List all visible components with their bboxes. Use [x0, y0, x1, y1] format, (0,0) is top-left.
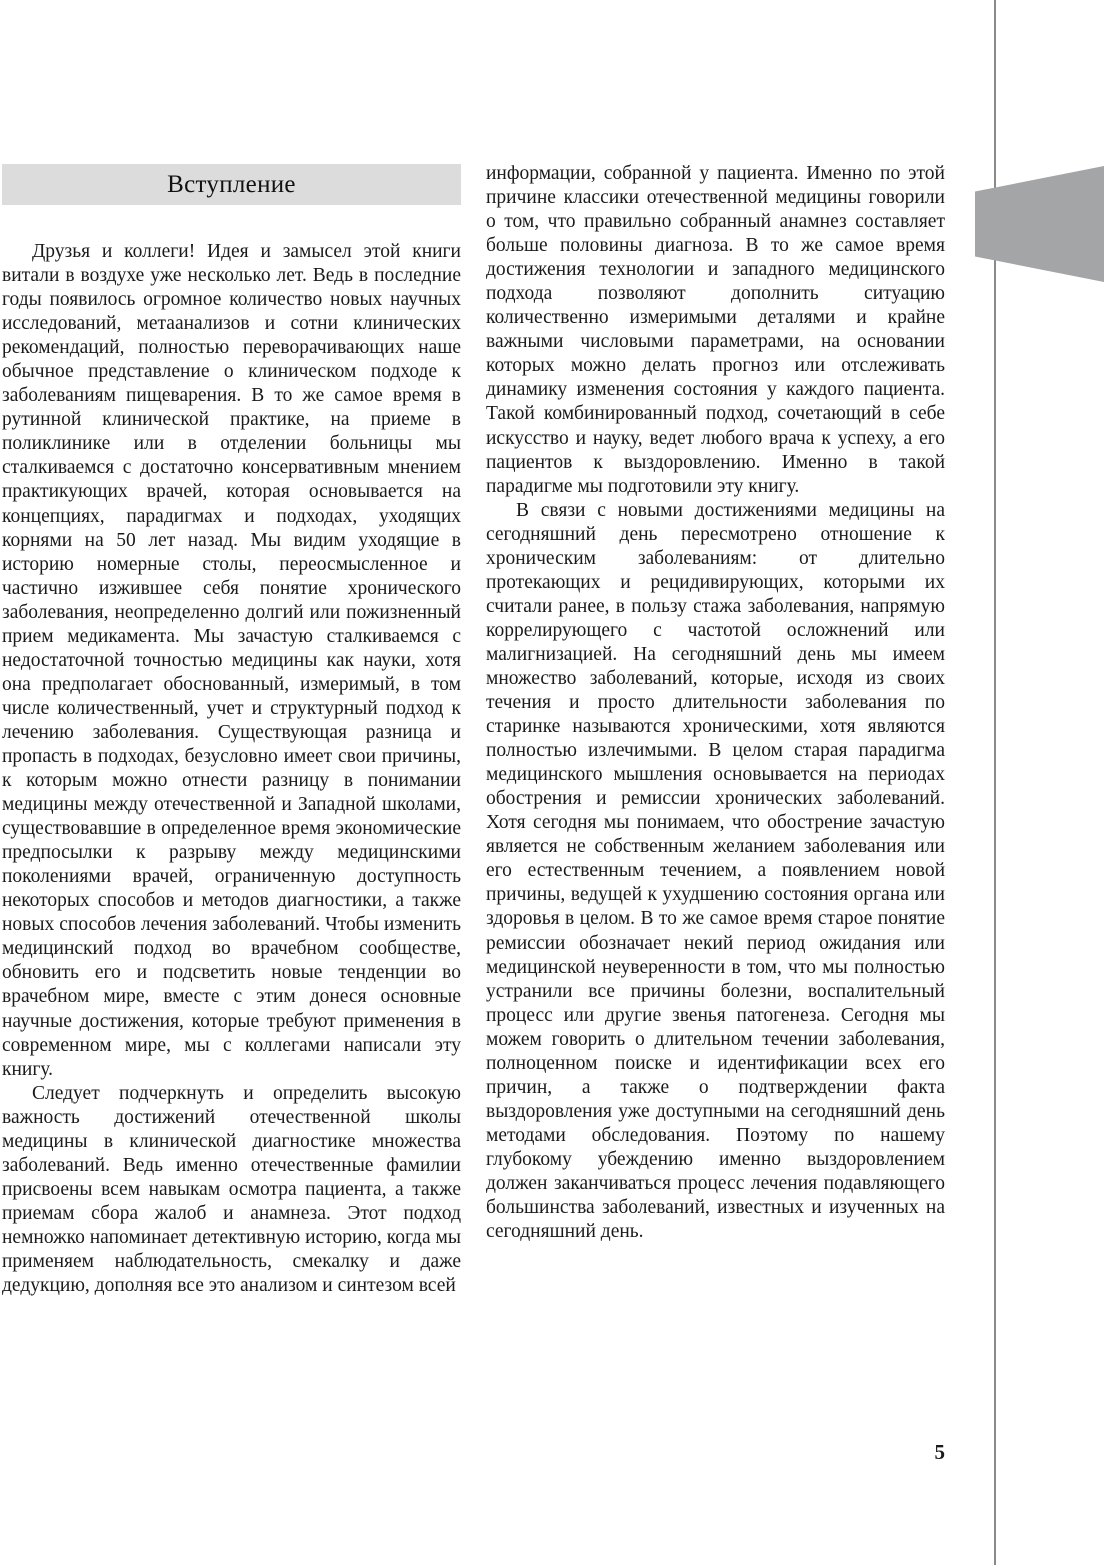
paragraph: Следует подчеркнуть и определить высокую важность достижений отечественной школы медицины в клинической диагностике множества заболеваний. Ведь именно отечественные фамилии присвоены всем навыкам осмотра пациента, а также приемам сбора жалоб и анамнеза. Этот подход немножко напоминает детективную историю, когда мы применяем наблюдательность, смекалку и даже дедукцию, дополняя все это анализом и синтезом всей	[2, 1082, 461, 1297]
page-number: 5	[934, 1440, 945, 1464]
section-heading-bar	[2, 164, 461, 205]
right-text-column	[486, 162, 945, 1244]
section-title: Вступление	[167, 170, 296, 198]
paragraph-continuation: информации, собранной у пациента. Именно по этой причине классики отечественной медицины говорили о том, что правильно собранный анамнез составляет больше половины диагноза. В то же самое время достижения технологии и западного медицинского подхода позволяют дополнить ситуацию количественно измеримыми деталями и крайне важными числовыми параметрами, на основании которых можно делать прогноз или отслеживать динамику изменения состояния у каждого пациента. Такой комбинированный подход, сочетающий в себе искусство и науку, ведет любого врача к успеху, а его пациентов к выздоровлению. Именно в такой парадигме мы подготовили эту книгу.	[486, 163, 945, 497]
left-text-column	[2, 240, 461, 1298]
paragraph: В связи с новыми достижениями медицины на сегодняшний день пересмотрено отношение к хроническим заболеваниям: от длительно протекающих и рецидивирующих, которыми их считали ранее, в пользу стажа заболевания, напрямую коррелирующего с частотой осложнений или малигнизацией. На сегодняшний день мы имеем множество заболеваний, которые, исходя из своих течения и просто длительности заболевания по старинке называются хроническими, хотя являются полностью излечимыми. В целом старая парадигма медицинского мышления основывается на периодах обострения и ремиссии хронических заболеваний. Хотя сегодня мы понимаем, что обострение зачастую является не собственным желанием заболевания или его естественным течением, а появлением новой причины, ведущей к ухудшению состояния органа или здоровья в целом. В то же самое время старое понятие ремиссии обозначает некий период ожидания или медицинской неуверенности в том, что мы полностью устранили все причины болезни, воспалительный процесс или другие звенья патогенеза. Сегодня мы можем говорить о длительном течении заболевания, полноценном поиске и идентификации всех его причин, а также о подтверждении факта выздоровления уже доступными на сегодняшний день методами обследования. Поэтому по нашему глубокому убеждению именно выздоровлением должен заканчиваться процесс лечения подавляющего большинства заболеваний, известных и изученных на сегодняшний день.	[486, 499, 945, 1243]
paragraph: Друзья и коллеги! Идея и замысел этой книги витали в воздухе уже несколько лет. Ведь в последние годы появилось огромное количество новых научных исследований, метаанализов и сотни клинических рекомендаций, полностью переворачивающих наше обычное представление о клиническом подходе к заболеваниям пищеварения. В то же самое время в рутинной клинической практике, на приеме в поликлинике или в отделении больницы мы сталкиваемся с достаточно консервативным мнением практикующих врачей, которая основывается на концепциях, парадигмах и подходах, уходящих корнями на 50 лет назад. Мы видим уходящие в историю номерные столы, переосмысленное и частично изжившее себя понятие хронического заболевания, неопределенно долгий или пожизненный прием медикамента. Мы зачастую сталкиваемся с недостаточной точностью медицины как науки, хотя она предполагает обоснованный, измеримый, в том числе количественный, учет и структурный подход к лечению заболевания. Существующая разница и пропасть в подходах, безусловно имеет свои причины, к которым можно отнести разницу в понимании медицины между отечественной и Западной школами, существовавшие в определенное время экономические предпосылки к разрыву между медицинскими поколениями врачей, ограниченную доступность некоторых способов и методов диагностики, а также новых способов лечения заболеваний. Чтобы изменить медицинский подход во врачебном сообществе, обновить его и подсветить новые тенденции во врачебном мире, вместе с этим донеся основные научные достижения, которые требуют применения в современном мире, мы с коллегами написали эту книгу.	[2, 241, 461, 1080]
